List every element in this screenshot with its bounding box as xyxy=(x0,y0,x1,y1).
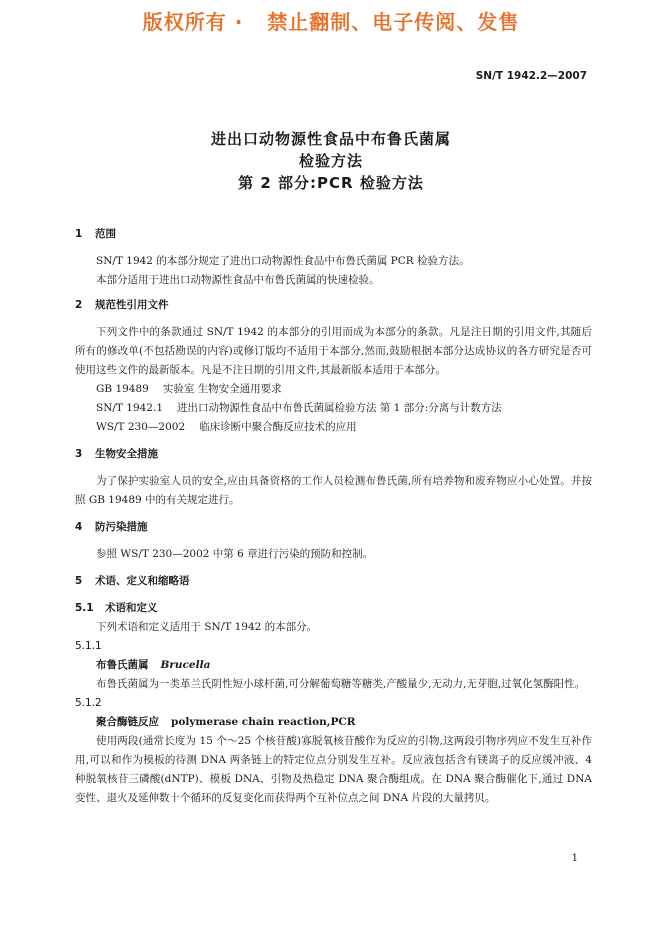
term-english: Brucella xyxy=(160,659,211,671)
section-1-paragraph-2: 本部分适用于进出口动物源性食品中布鲁氏菌属的快速检验。 xyxy=(96,274,380,286)
term-pcr xyxy=(75,713,592,732)
document-title xyxy=(0,128,662,194)
clause-5-1-1-number: 5.1.1 xyxy=(75,640,102,652)
section-title: 规范性引用文件 xyxy=(95,299,169,311)
section-2-paragraph: 下列文件中的条款通过 SN/T 1942 的本部分的引用而成为本部分的条款。凡是注日期的引用文件,其随后所有的修改单(不包括勘误的内容)或修订版均不适用于本部分,然而,鼓励根据本部分达成协议的各方研究是否可使用这些文件的最新版本。凡是不注日期的引用文件,其最新版本适用于本部分。 xyxy=(75,326,592,376)
section-number: 1 xyxy=(75,228,83,240)
section-1-heading xyxy=(75,225,592,244)
reference-title: 实验室 生物安全通用要求 xyxy=(162,383,282,395)
term-brucella xyxy=(75,656,592,675)
term-brucella-definition: 布鲁氏菌属为一类革兰氏阴性短小球杆菌,可分解葡萄糖等糖类,产酸量少,无动力,无芽胞,过氧化氢酶阳性。 xyxy=(96,678,586,690)
section-number: 3 xyxy=(75,448,83,460)
title-line-1: 进出口动物源性食品中布鲁氏菌属 xyxy=(210,130,451,148)
section-number: 4 xyxy=(75,521,83,533)
title-line-3: 第 2 部分:PCR 检验方法 xyxy=(238,174,424,192)
subsection-title: 术语和定义 xyxy=(105,602,158,614)
term-chinese: 布鲁氏菌属 xyxy=(96,659,149,671)
standard-number: SN/T 1942.2—2007 xyxy=(475,70,587,82)
reference-code: SN/T 1942.1 xyxy=(96,402,163,414)
title-line-2: 检验方法 xyxy=(298,152,363,170)
subsection-5-1-paragraph: 下列术语和定义适用于 SN/T 1942 的本部分。 xyxy=(96,621,318,633)
section-title: 范围 xyxy=(95,228,116,240)
section-4-paragraph: 参照 WS/T 230—2002 中第 6 章进行污染的预防和控制。 xyxy=(96,548,374,560)
section-title: 防污染措施 xyxy=(95,521,148,533)
reference-item xyxy=(75,380,592,399)
section-3-heading xyxy=(75,445,592,464)
section-1-paragraph-1: SN/T 1942 的本部分规定了进出口动物源性食品中布鲁氏菌属 PCR 检验方法。 xyxy=(96,255,470,267)
section-2-heading xyxy=(75,296,592,315)
reference-title: 进出口动物源性食品中布鲁氏菌属检验方法 第 1 部分:分离与计数方法 xyxy=(177,402,502,414)
section-number: 5 xyxy=(75,575,83,587)
term-english: polymerase chain reaction,PCR xyxy=(171,716,356,728)
section-3-paragraph: 为了保护实验室人员的安全,应由具备资格的工作人员检测布鲁氏菌,所有培养物和废弃物应小心处置。并按照 GB 19489 中的有关规定进行。 xyxy=(75,475,592,506)
copyright-watermark: 版权所有 · 禁止翻制、电子传阅、发售 xyxy=(142,10,520,34)
subsection-number: 5.1 xyxy=(75,602,94,614)
term-pcr-definition: 使用两段(通常长度为 15 个～25 个核苷酸)寡脱氧核苷酸作为反应的引物,这两段引物序列应不发生互补作用,可以和作为模板的待测 DNA 两条链上的特定位点分别发生互补。反应液包括含有镁离子的反应缓冲液、4 种脱氧核苷三磷酸(dNTP)、模板 DNA、引物及热稳定 DNA 聚合酶组成。在 DNA 聚合酶催化下,通过 DNA 变性、退火及延伸数十个循环的反复变化而获得两个互补位点之间 DNA 片段的大量拷贝。 xyxy=(75,735,592,804)
subsection-5-1-heading xyxy=(75,599,592,618)
section-4-heading xyxy=(75,518,592,537)
section-title: 生物安全措施 xyxy=(95,448,158,460)
reference-item xyxy=(75,418,592,437)
reference-item xyxy=(75,399,592,418)
section-5-heading xyxy=(75,572,592,591)
reference-title: 临床诊断中聚合酶反应技术的应用 xyxy=(199,421,357,433)
section-title: 术语、定义和缩略语 xyxy=(95,575,190,587)
reference-code: WS/T 230—2002 xyxy=(96,421,186,433)
page-number: 1 xyxy=(571,853,578,864)
document-body xyxy=(75,225,592,808)
reference-code: GB 19489 xyxy=(96,383,149,395)
section-number: 2 xyxy=(75,299,83,311)
clause-5-1-2-number: 5.1.2 xyxy=(75,697,102,709)
term-chinese: 聚合酶链反应 xyxy=(96,716,159,728)
